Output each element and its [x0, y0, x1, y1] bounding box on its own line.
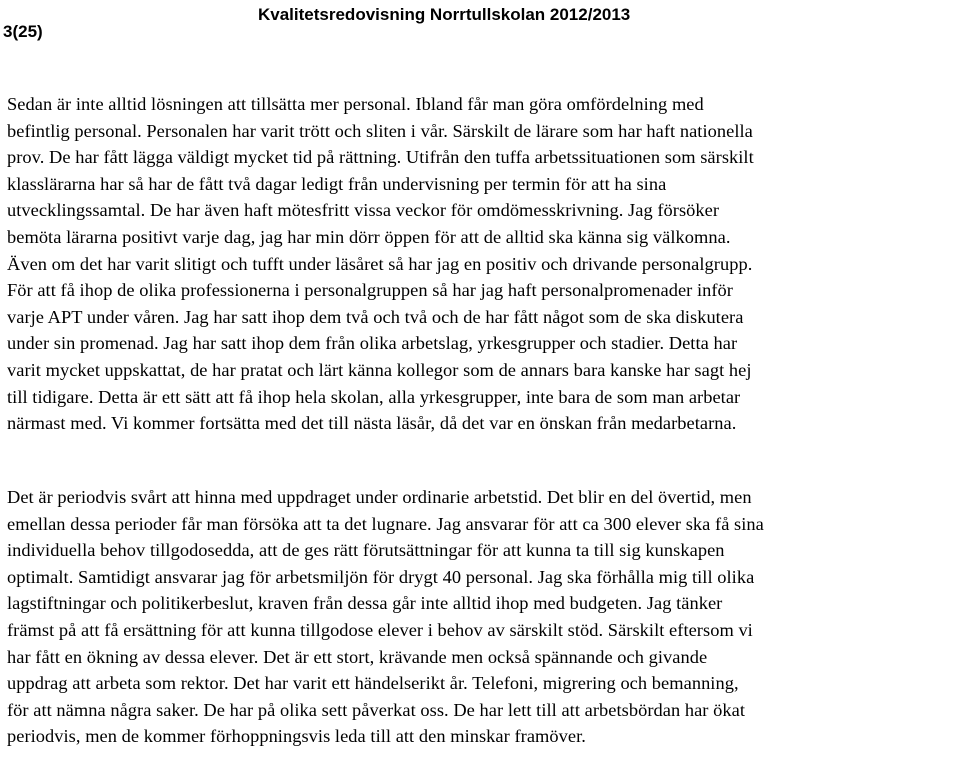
text-line: Sedan är inte alltid lösningen att tillsätta mer personal. Ibland får man göra omfördelning med: [7, 94, 704, 114]
text-line: har fått en ökning av dessa elever. Det är ett stort, krävande men också spännande och givande: [7, 646, 708, 667]
text-line: För att få ihop de olika professionerna i personalgruppen så har jag haft personalpromenader inför: [7, 280, 733, 301]
text-line: närmast med. Vi kommer fortsätta med det till nästa läsår, då det var en önskan från medarbetarna.: [7, 413, 737, 434]
text-line: optimalt. Samtidigt ansvarar jag för arbetsmiljön för drygt 40 personal. Jag ska förhålla mig till olika: [7, 566, 755, 587]
text-line: individuella behov tillgodosedda, att de ges rätt förutsättningar för att kunna ta till sig kunskapen: [7, 540, 725, 561]
text-line: Det är periodvis svårt att hinna med uppdraget under ordinarie arbetstid. Det blir en del övertid, men: [7, 487, 752, 507]
text-line: periodvis, men de kommer förhoppningsvis leda till att den minskar framöver.: [7, 726, 586, 747]
page-number: 3(25): [3, 22, 43, 41]
text-line: befintlig personal. Personalen har varit trött och sliten i vår. Särskilt de lärare som har haft nationella: [7, 120, 753, 141]
text-line: under sin promenad. Jag har satt ihop dem från olika arbetslag, yrkesgrupper och stadier. Detta har: [7, 333, 738, 354]
paragraph-staffing: [7, 91, 953, 437]
text-line: emellan dessa perioder får man försöka att ta det lugnare. Jag ansvarar för att ca 300 elever ska få sina: [7, 513, 764, 534]
text-line: bemöta lärarna positivt varje dag, jag har min dörr öppen för att de alltid ska känna sig välkomna.: [7, 226, 731, 247]
text-line: till tidigare. Detta är ett sätt att få ihop hela skolan, alla yrkesgrupper, inte bara de som man arbetar: [7, 386, 741, 407]
text-line: prov. De har fått lägga väldigt mycket tid på rättning. Utifrån den tuffa arbetssituationen som särskilt: [7, 147, 754, 168]
paragraph-workload: [7, 484, 953, 750]
text-line: för att nämna några saker. De har på olika sett påverkat oss. De har lett till att arbetsbördan har ökat: [7, 699, 745, 720]
text-line: uppdrag att arbeta som rektor. Det har varit ett händelserikt år. Telefoni, migrering och bemanning,: [7, 673, 739, 694]
document-title: Kvalitetsredovisning Norrtullskolan 2012/2013: [258, 5, 631, 24]
text-line: lagstiftningar och politikerbeslut, kraven från dessa går inte alltid ihop med budgeten. Jag tänker: [7, 593, 723, 614]
text-line: varje APT under våren. Jag har satt ihop dem två och två och de har fått något som de ska diskutera: [7, 306, 744, 327]
text-line: klasslärarna har så har de fått två dagar ledigt från undervisning per termin för att ha sina: [7, 173, 667, 194]
text-line: utvecklingssamtal. De har även haft mötesfritt vissa veckor för omdömesskrivning. Jag försöker: [7, 200, 720, 221]
text-line: varit mycket uppskattat, de har pratat och lärt känna kollegor som de annars bara kanske har sagt hej: [7, 359, 752, 380]
text-line: främst på att få ersättning för att kunna tillgodose elever i behov av särskilt stöd. Särskilt eftersom vi: [7, 619, 753, 640]
text-line: Även om det har varit slitigt och tufft under läsåret så har jag en positiv och drivande personalgrupp.: [7, 253, 753, 274]
